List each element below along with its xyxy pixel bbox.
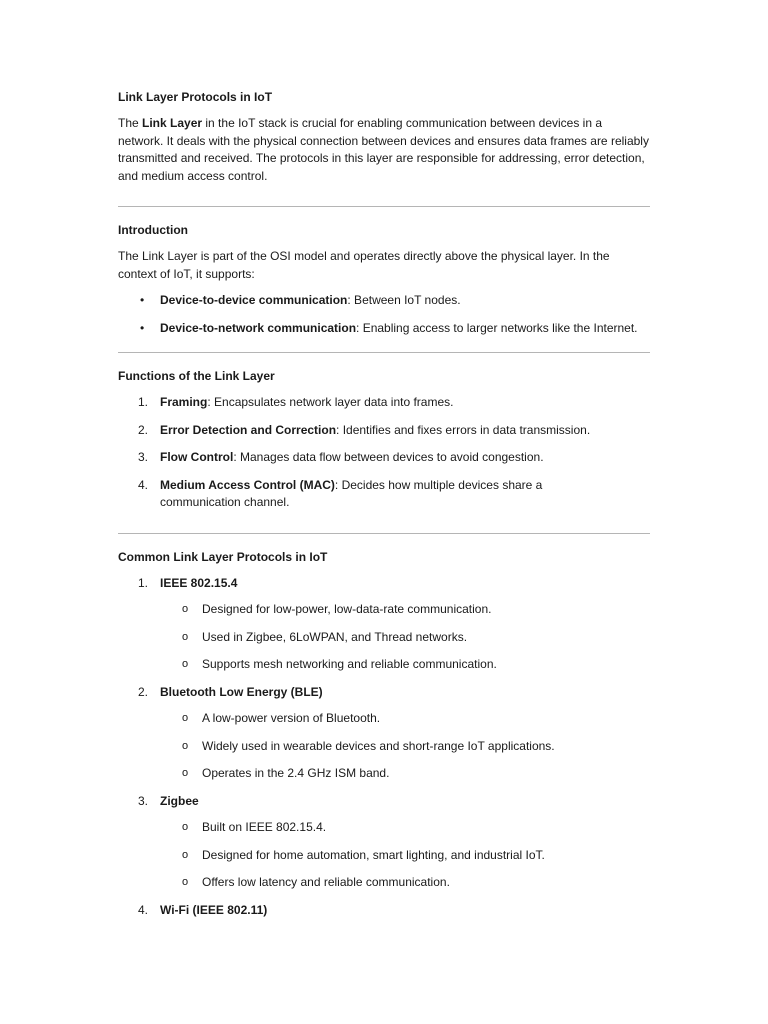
point-text: Offers low latency and reliable communication. — [202, 875, 450, 889]
item-text: : Decides how multiple devices share a communication channel. — [160, 477, 543, 509]
list-item — [118, 819, 650, 837]
protocol-name: Bluetooth Low Energy (BLE) — [160, 684, 323, 699]
item-number: 2. — [138, 422, 149, 437]
protocol-item — [118, 902, 650, 920]
protocol-name: Wi-Fi (IEEE 802.11) — [160, 902, 268, 917]
item-text: : Manages data flow between devices to avoid congestion. — [233, 450, 544, 464]
item-number: 4. — [138, 902, 149, 917]
protocol-name: IEEE 802.15.4 — [160, 575, 238, 590]
introduction-paragraph: The Link Layer is part of the OSI model and operates directly above the physical layer. In the context of IoT, it supports: — [118, 249, 610, 281]
item-bold: Framing — [160, 395, 208, 409]
protocol-points — [118, 710, 650, 783]
item-number: 1. — [138, 395, 149, 409]
item-number: 1. — [138, 575, 149, 590]
item-number: 2. — [138, 684, 149, 699]
protocols-list — [118, 575, 650, 920]
item-bold: Medium Access Control (MAC) — [160, 477, 335, 492]
point-text: Widely used in wearable devices and short-range IoT applications. — [202, 738, 555, 753]
bullet-text: : Enabling access to larger networks like the Internet. — [356, 320, 638, 335]
document-title: Link Layer Protocols in IoT — [118, 90, 273, 104]
list-item — [118, 765, 650, 783]
list-item — [118, 449, 650, 467]
point-text: Supports mesh networking and reliable communication. — [202, 657, 497, 671]
circle-bullet-icon: o — [182, 876, 189, 888]
list-item — [118, 710, 650, 728]
bullet-text: : Between IoT nodes. — [347, 293, 461, 307]
circle-bullet-icon: o — [182, 712, 189, 724]
intro-bold: Link Layer — [142, 116, 203, 130]
item-number: 3. — [138, 450, 149, 464]
list-item — [118, 847, 650, 865]
item-text: : Identifies and fixes errors in data transmission. — [336, 422, 591, 437]
list-item — [118, 292, 650, 310]
bullet-icon: • — [140, 320, 145, 335]
item-bold: Flow Control — [160, 450, 234, 464]
bullet-icon: • — [140, 293, 145, 307]
item-bold: Error Detection and Correction — [160, 422, 337, 437]
introduction-bullet-list — [118, 292, 650, 337]
circle-bullet-icon: o — [182, 603, 189, 615]
protocol-item — [118, 793, 650, 892]
item-number: 3. — [138, 793, 149, 808]
point-text: Used in Zigbee, 6LoWPAN, and Thread networks. — [202, 629, 468, 644]
circle-bullet-icon: o — [182, 821, 189, 833]
list-item — [118, 477, 650, 512]
list-item — [118, 422, 650, 440]
protocol-name: Zigbee — [160, 793, 199, 808]
circle-bullet-icon: o — [182, 767, 189, 779]
protocols-heading: Common Link Layer Protocols in IoT — [118, 549, 328, 564]
intro-post: in the IoT stack is crucial for enabling communication between devices in a network. It deals with the physical connection between devices and ensures data frames are reliably transmitted and received. The protocols in this layer are responsible for addressing, error detection, and medium access control. — [118, 116, 649, 183]
list-item — [118, 738, 650, 756]
item-text: : Encapsulates network layer data into frames. — [207, 395, 454, 409]
intro-pre: The — [118, 116, 143, 130]
point-text: A low-power version of Bluetooth. — [202, 711, 381, 725]
item-number: 4. — [138, 477, 149, 492]
bullet-bold: Device-to-device communication — [160, 293, 348, 307]
list-item — [118, 394, 650, 412]
protocol-points — [118, 819, 650, 892]
list-item — [118, 656, 650, 674]
introduction-heading: Introduction — [118, 223, 188, 237]
point-text: Designed for home automation, smart lighting, and industrial IoT. — [202, 847, 545, 862]
point-text: Operates in the 2.4 GHz ISM band. — [202, 766, 390, 780]
point-text: Built on IEEE 802.15.4. — [202, 820, 327, 834]
list-item — [118, 601, 650, 619]
point-text: Designed for low-power, low-data-rate communication. — [202, 602, 492, 616]
protocol-item — [118, 684, 650, 783]
intro-paragraph — [118, 115, 650, 185]
bullet-bold: Device-to-network communication — [160, 320, 357, 335]
functions-list — [118, 394, 650, 512]
list-item — [118, 320, 650, 338]
circle-bullet-icon: o — [182, 848, 189, 861]
circle-bullet-icon: o — [182, 630, 189, 643]
list-item — [118, 874, 650, 892]
protocol-item — [118, 575, 650, 674]
circle-bullet-icon: o — [182, 739, 189, 752]
circle-bullet-icon: o — [182, 658, 189, 670]
list-item — [118, 629, 650, 647]
functions-heading: Functions of the Link Layer — [118, 369, 275, 383]
protocol-points — [118, 601, 650, 674]
